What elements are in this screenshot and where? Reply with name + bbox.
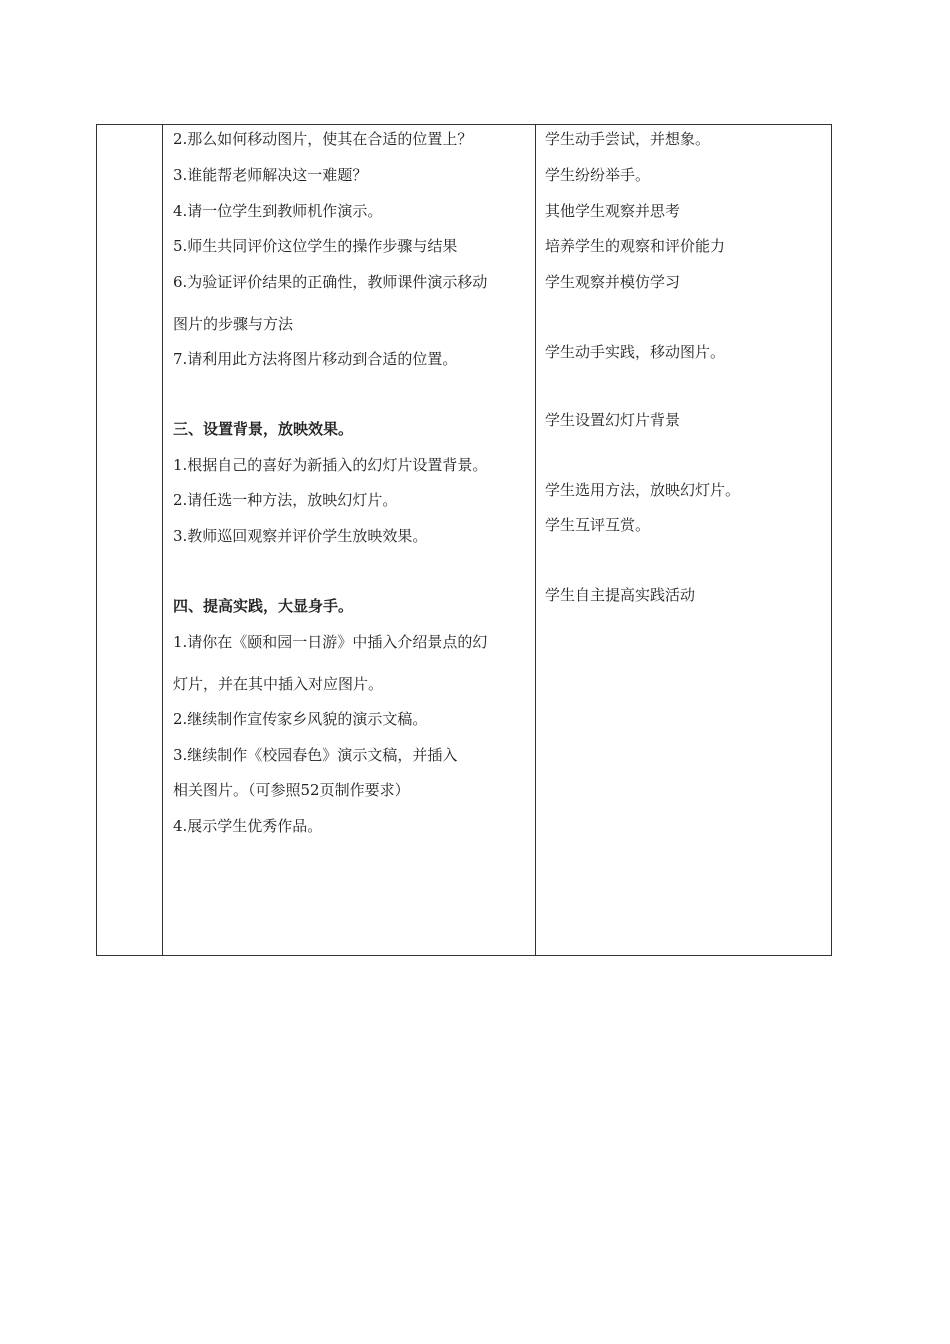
- teacher-activity-line: 图片的步骤与方法: [173, 315, 294, 333]
- teacher-activity-line: 1.根据自己的喜好为新插入的幻灯片设置背景。: [173, 456, 488, 474]
- teacher-activity-line: 4.展示学生优秀作品。: [173, 817, 323, 835]
- teacher-activity-line: 7.请利用此方法将图片移动到合适的位置。: [173, 350, 458, 368]
- student-activity-line: 学生动手实践，移动图片。: [545, 343, 726, 361]
- student-activity-line: 学生纷纷举手。: [545, 166, 651, 184]
- teacher-activity-line: 2.继续制作宣传家乡风貌的演示文稿。: [173, 710, 428, 728]
- student-activity-line: 学生动手尝试，并想象。: [545, 130, 711, 148]
- student-activity-line: 学生自主提高实践活动: [545, 586, 696, 604]
- student-activity-line: 学生选用方法，放映幻灯片。: [545, 481, 741, 499]
- teacher-activity-line: 4.请一位学生到教师机作演示。: [173, 202, 383, 220]
- teacher-activity-line: 6.为验证评价结果的正确性，教师课件演示移动: [173, 273, 488, 291]
- section-heading: 四、提高实践，大显身手。: [173, 597, 354, 615]
- teacher-activity-line: 2.请任选一种方法，放映幻灯片。: [173, 491, 398, 509]
- teacher-activity-line: 1.请你在《颐和园一日游》中插入介绍景点的幻: [173, 633, 488, 651]
- teacher-activity-line: 3.教师巡回观察并评价学生放映效果。: [173, 527, 428, 545]
- student-activity-line: 其他学生观察并思考: [545, 202, 681, 220]
- teacher-activity-line: 5.师生共同评价这位学生的操作步骤与结果: [173, 237, 458, 255]
- student-activity-line: 学生观察并模仿学习: [545, 273, 681, 291]
- section-heading: 三、设置背景，放映效果。: [173, 420, 354, 438]
- teacher-activity-line: 2.那么如何移动图片，使其在合适的位置上？: [173, 130, 473, 148]
- column-divider-left: [162, 125, 163, 955]
- teacher-activity-line: 相关图片。（可参照52页制作要求）: [173, 781, 410, 799]
- teacher-activity-line: 灯片，并在其中插入对应图片。: [173, 675, 384, 693]
- student-activity-line: 学生互评互赏。: [545, 516, 651, 534]
- teacher-activity-line: 3.谁能帮老师解决这一难题？: [173, 166, 368, 184]
- column-divider-right: [535, 125, 536, 955]
- lesson-plan-table: [96, 124, 832, 956]
- student-activity-line: 培养学生的观察和评价能力: [545, 237, 726, 255]
- teacher-activity-line: 3.继续制作《校园春色》演示文稿，并插入: [173, 746, 458, 764]
- student-activity-line: 学生设置幻灯片背景: [545, 411, 681, 429]
